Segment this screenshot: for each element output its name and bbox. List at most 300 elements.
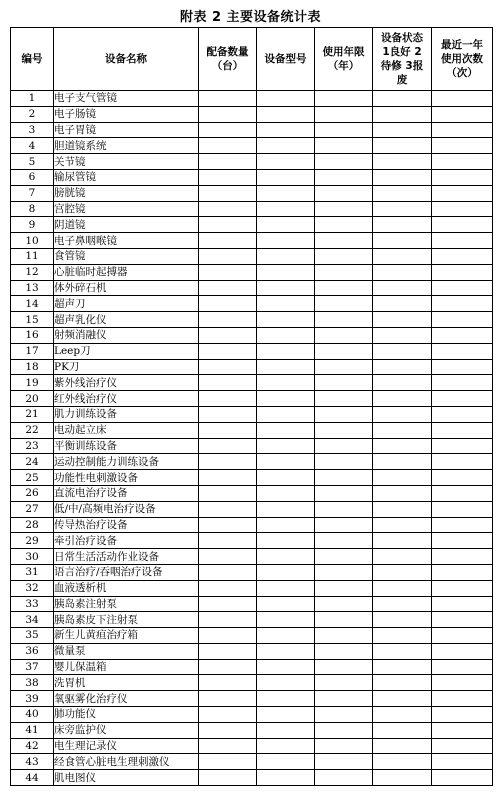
equipment-name: 食管镜 xyxy=(54,248,199,264)
qty-cell[interactable] xyxy=(199,233,257,249)
qty-cell[interactable] xyxy=(199,280,257,296)
status-cell[interactable] xyxy=(373,517,432,533)
equipment-name: 肌力训练设备 xyxy=(54,406,199,422)
model-cell[interactable] xyxy=(257,169,315,185)
usage-cell[interactable] xyxy=(432,169,493,185)
usage-cell[interactable] xyxy=(432,722,493,738)
model-cell[interactable] xyxy=(257,233,315,249)
usage-cell[interactable] xyxy=(432,770,493,786)
status-cell[interactable] xyxy=(373,248,432,264)
years-cell[interactable] xyxy=(315,312,373,328)
equipment-name: 日常生活活动作业设备 xyxy=(54,549,199,565)
qty-cell[interactable] xyxy=(199,485,257,501)
usage-cell[interactable] xyxy=(432,470,493,486)
model-cell[interactable] xyxy=(257,154,315,170)
status-cell[interactable] xyxy=(373,738,432,754)
model-cell[interactable] xyxy=(257,106,315,122)
years-cell[interactable] xyxy=(315,533,373,549)
table-row xyxy=(11,248,493,264)
status-cell[interactable] xyxy=(373,643,432,659)
equipment-name: 直流电治疗设备 xyxy=(54,485,199,501)
model-cell[interactable] xyxy=(257,754,315,770)
model-cell[interactable] xyxy=(257,707,315,723)
qty-cell[interactable] xyxy=(199,422,257,438)
usage-cell[interactable] xyxy=(432,628,493,644)
equipment-name: 射频消融仪 xyxy=(54,327,199,343)
status-cell[interactable] xyxy=(373,438,432,454)
table-row xyxy=(11,122,493,138)
qty-cell[interactable] xyxy=(199,217,257,233)
model-cell[interactable] xyxy=(257,691,315,707)
table-row xyxy=(11,217,493,233)
model-cell[interactable] xyxy=(257,722,315,738)
table-row xyxy=(11,422,493,438)
equipment-name: 婴儿保温箱 xyxy=(54,659,199,675)
model-cell[interactable] xyxy=(257,296,315,312)
qty-cell[interactable] xyxy=(199,564,257,580)
row-number: 44 xyxy=(11,770,54,786)
model-cell[interactable] xyxy=(257,580,315,596)
status-cell[interactable] xyxy=(373,628,432,644)
model-cell[interactable] xyxy=(257,217,315,233)
status-cell[interactable] xyxy=(373,106,432,122)
status-cell[interactable] xyxy=(373,296,432,312)
model-cell[interactable] xyxy=(257,375,315,391)
qty-cell[interactable] xyxy=(199,659,257,675)
row-number: 15 xyxy=(11,312,54,328)
model-cell[interactable] xyxy=(257,659,315,675)
usage-cell[interactable] xyxy=(432,564,493,580)
years-cell[interactable] xyxy=(315,675,373,691)
status-cell[interactable] xyxy=(373,138,432,154)
row-number: 9 xyxy=(11,217,54,233)
table-row xyxy=(11,470,493,486)
status-cell[interactable] xyxy=(373,707,432,723)
table-row xyxy=(11,596,493,612)
usage-cell[interactable] xyxy=(432,201,493,217)
usage-cell[interactable] xyxy=(432,280,493,296)
table-title: 附表 2 主要设备统计表 xyxy=(179,10,322,25)
years-cell[interactable] xyxy=(315,485,373,501)
qty-cell[interactable] xyxy=(199,154,257,170)
row-number: 17 xyxy=(11,343,54,359)
qty-cell[interactable] xyxy=(199,296,257,312)
qty-cell[interactable] xyxy=(199,675,257,691)
equipment-name: 体外碎石机 xyxy=(54,280,199,296)
model-cell[interactable] xyxy=(257,470,315,486)
usage-cell[interactable] xyxy=(432,312,493,328)
qty-cell[interactable] xyxy=(199,501,257,517)
years-cell[interactable] xyxy=(315,91,373,107)
model-cell[interactable] xyxy=(257,738,315,754)
years-cell[interactable] xyxy=(315,612,373,628)
equipment-name: 红外线治疗仪 xyxy=(54,391,199,407)
table-row xyxy=(11,738,493,754)
years-cell[interactable] xyxy=(315,438,373,454)
equipment-name: 肺功能仪 xyxy=(54,707,199,723)
status-cell[interactable] xyxy=(373,154,432,170)
years-cell[interactable] xyxy=(315,422,373,438)
usage-cell[interactable] xyxy=(432,359,493,375)
usage-cell[interactable] xyxy=(432,406,493,422)
status-cell[interactable] xyxy=(373,422,432,438)
status-cell[interactable] xyxy=(373,91,432,107)
usage-cell[interactable] xyxy=(432,375,493,391)
qty-cell[interactable] xyxy=(199,549,257,565)
table-row xyxy=(11,154,493,170)
years-cell[interactable] xyxy=(315,375,373,391)
usage-cell[interactable] xyxy=(432,138,493,154)
qty-cell[interactable] xyxy=(199,643,257,659)
years-cell[interactable] xyxy=(315,707,373,723)
status-cell[interactable] xyxy=(373,359,432,375)
status-cell[interactable] xyxy=(373,406,432,422)
header-usage: 最近一年 使用次数 （次） xyxy=(432,28,493,91)
status-cell[interactable] xyxy=(373,470,432,486)
usage-cell[interactable] xyxy=(432,217,493,233)
row-number: 40 xyxy=(11,707,54,723)
status-cell[interactable] xyxy=(373,722,432,738)
status-cell[interactable] xyxy=(373,264,432,280)
years-cell[interactable] xyxy=(315,738,373,754)
row-number: 19 xyxy=(11,375,54,391)
qty-cell[interactable] xyxy=(199,264,257,280)
status-cell[interactable] xyxy=(373,122,432,138)
model-cell[interactable] xyxy=(257,770,315,786)
years-cell[interactable] xyxy=(315,564,373,580)
usage-cell[interactable] xyxy=(432,612,493,628)
table-row xyxy=(11,564,493,580)
table-row xyxy=(11,580,493,596)
model-cell[interactable] xyxy=(257,596,315,612)
usage-cell[interactable] xyxy=(432,596,493,612)
years-cell[interactable] xyxy=(315,391,373,407)
equipment-name: 膀胱镜 xyxy=(54,185,199,201)
model-cell[interactable] xyxy=(257,122,315,138)
qty-cell[interactable] xyxy=(199,454,257,470)
usage-cell[interactable] xyxy=(432,391,493,407)
status-cell[interactable] xyxy=(373,169,432,185)
years-cell[interactable] xyxy=(315,406,373,422)
years-cell[interactable] xyxy=(315,596,373,612)
row-number: 41 xyxy=(11,722,54,738)
years-cell[interactable] xyxy=(315,138,373,154)
status-cell[interactable] xyxy=(373,185,432,201)
years-cell[interactable] xyxy=(315,359,373,375)
years-cell[interactable] xyxy=(315,691,373,707)
usage-cell[interactable] xyxy=(432,707,493,723)
row-number: 21 xyxy=(11,406,54,422)
qty-cell[interactable] xyxy=(199,359,257,375)
years-cell[interactable] xyxy=(315,122,373,138)
years-cell[interactable] xyxy=(315,327,373,343)
equipment-name: 电子鼻咽喉镜 xyxy=(54,233,199,249)
model-cell[interactable] xyxy=(257,138,315,154)
table-row xyxy=(11,406,493,422)
equipment-name: 胰岛素皮下注射泵 xyxy=(54,612,199,628)
usage-cell[interactable] xyxy=(432,517,493,533)
qty-cell[interactable] xyxy=(199,327,257,343)
row-number: 32 xyxy=(11,580,54,596)
model-cell[interactable] xyxy=(257,248,315,264)
equipment-name: 关节镜 xyxy=(54,154,199,170)
equipment-name: 语言治疗/吞咽治疗设备 xyxy=(54,564,199,580)
status-cell[interactable] xyxy=(373,533,432,549)
table-row xyxy=(11,327,493,343)
qty-cell[interactable] xyxy=(199,438,257,454)
years-cell[interactable] xyxy=(315,201,373,217)
status-cell[interactable] xyxy=(373,343,432,359)
row-number: 26 xyxy=(11,485,54,501)
model-cell[interactable] xyxy=(257,343,315,359)
model-cell[interactable] xyxy=(257,501,315,517)
usage-cell[interactable] xyxy=(432,154,493,170)
qty-cell[interactable] xyxy=(199,470,257,486)
years-cell[interactable] xyxy=(315,169,373,185)
model-cell[interactable] xyxy=(257,280,315,296)
qty-cell[interactable] xyxy=(199,612,257,628)
usage-cell[interactable] xyxy=(432,549,493,565)
usage-cell[interactable] xyxy=(432,264,493,280)
row-number: 30 xyxy=(11,549,54,565)
years-cell[interactable] xyxy=(315,517,373,533)
years-cell[interactable] xyxy=(315,296,373,312)
status-cell[interactable] xyxy=(373,549,432,565)
qty-cell[interactable] xyxy=(199,628,257,644)
table-row xyxy=(11,391,493,407)
usage-cell[interactable] xyxy=(432,485,493,501)
qty-cell[interactable] xyxy=(199,91,257,107)
usage-cell[interactable] xyxy=(432,422,493,438)
status-cell[interactable] xyxy=(373,612,432,628)
qty-cell[interactable] xyxy=(199,169,257,185)
years-cell[interactable] xyxy=(315,185,373,201)
status-cell[interactable] xyxy=(373,485,432,501)
qty-cell[interactable] xyxy=(199,106,257,122)
model-cell[interactable] xyxy=(257,312,315,328)
years-cell[interactable] xyxy=(315,754,373,770)
years-cell[interactable] xyxy=(315,659,373,675)
equipment-name: 宫腔镜 xyxy=(54,201,199,217)
status-cell[interactable] xyxy=(373,201,432,217)
qty-cell[interactable] xyxy=(199,406,257,422)
equipment-name: 输尿管镜 xyxy=(54,169,199,185)
model-cell[interactable] xyxy=(257,185,315,201)
qty-cell[interactable] xyxy=(199,580,257,596)
qty-cell[interactable] xyxy=(199,375,257,391)
equipment-name: 电子肠镜 xyxy=(54,106,199,122)
row-number: 2 xyxy=(11,106,54,122)
status-cell[interactable] xyxy=(373,580,432,596)
row-number: 42 xyxy=(11,738,54,754)
status-cell[interactable] xyxy=(373,564,432,580)
qty-cell[interactable] xyxy=(199,533,257,549)
years-cell[interactable] xyxy=(315,106,373,122)
years-cell[interactable] xyxy=(315,549,373,565)
equipment-name: 低/中/高频电治疗设备 xyxy=(54,501,199,517)
usage-cell[interactable] xyxy=(432,675,493,691)
qty-cell[interactable] xyxy=(199,122,257,138)
table-row xyxy=(11,454,493,470)
usage-cell[interactable] xyxy=(432,533,493,549)
usage-cell[interactable] xyxy=(432,185,493,201)
usage-cell[interactable] xyxy=(432,91,493,107)
qty-cell[interactable] xyxy=(199,517,257,533)
equipment-name: 电生理记录仪 xyxy=(54,738,199,754)
usage-cell[interactable] xyxy=(432,438,493,454)
years-cell[interactable] xyxy=(315,628,373,644)
equipment-name: 牵引治疗设备 xyxy=(54,533,199,549)
usage-cell[interactable] xyxy=(432,106,493,122)
status-cell[interactable] xyxy=(373,233,432,249)
model-cell[interactable] xyxy=(257,643,315,659)
status-cell[interactable] xyxy=(373,596,432,612)
status-cell[interactable] xyxy=(373,312,432,328)
qty-cell[interactable] xyxy=(199,691,257,707)
years-cell[interactable] xyxy=(315,217,373,233)
row-number: 29 xyxy=(11,533,54,549)
status-cell[interactable] xyxy=(373,327,432,343)
row-number: 10 xyxy=(11,233,54,249)
model-cell[interactable] xyxy=(257,517,315,533)
usage-cell[interactable] xyxy=(432,343,493,359)
model-cell[interactable] xyxy=(257,675,315,691)
equipment-name: 超声刀 xyxy=(54,296,199,312)
usage-cell[interactable] xyxy=(432,454,493,470)
table-row xyxy=(11,643,493,659)
equipment-name: 阴道镜 xyxy=(54,217,199,233)
status-cell[interactable] xyxy=(373,501,432,517)
model-cell[interactable] xyxy=(257,422,315,438)
model-cell[interactable] xyxy=(257,454,315,470)
equipment-name: 心脏临时起搏器 xyxy=(54,264,199,280)
qty-cell[interactable] xyxy=(199,201,257,217)
table-row xyxy=(11,707,493,723)
usage-cell[interactable] xyxy=(432,643,493,659)
status-cell[interactable] xyxy=(373,754,432,770)
status-cell[interactable] xyxy=(373,691,432,707)
qty-cell[interactable] xyxy=(199,185,257,201)
model-cell[interactable] xyxy=(257,628,315,644)
years-cell[interactable] xyxy=(315,722,373,738)
years-cell[interactable] xyxy=(315,154,373,170)
row-number: 27 xyxy=(11,501,54,517)
equipment-name: 微量泵 xyxy=(54,643,199,659)
equipment-name: 洗胃机 xyxy=(54,675,199,691)
years-cell[interactable] xyxy=(315,248,373,264)
table-row xyxy=(11,517,493,533)
qty-cell[interactable] xyxy=(199,391,257,407)
row-number: 25 xyxy=(11,470,54,486)
status-cell[interactable] xyxy=(373,675,432,691)
table-row xyxy=(11,280,493,296)
row-number: 13 xyxy=(11,280,54,296)
years-cell[interactable] xyxy=(315,233,373,249)
model-cell[interactable] xyxy=(257,359,315,375)
status-cell[interactable] xyxy=(373,454,432,470)
model-cell[interactable] xyxy=(257,91,315,107)
years-cell[interactable] xyxy=(315,470,373,486)
status-cell[interactable] xyxy=(373,217,432,233)
status-cell[interactable] xyxy=(373,659,432,675)
table-row xyxy=(11,659,493,675)
qty-cell[interactable] xyxy=(199,738,257,754)
usage-cell[interactable] xyxy=(432,122,493,138)
model-cell[interactable] xyxy=(257,533,315,549)
equipment-name: 经食管心脏电生理刺激仪 xyxy=(54,754,199,770)
usage-cell[interactable] xyxy=(432,691,493,707)
model-cell[interactable] xyxy=(257,612,315,628)
years-cell[interactable] xyxy=(315,643,373,659)
model-cell[interactable] xyxy=(257,264,315,280)
table-row xyxy=(11,138,493,154)
usage-cell[interactable] xyxy=(432,754,493,770)
table-body xyxy=(11,91,493,786)
model-cell[interactable] xyxy=(257,549,315,565)
table-row xyxy=(11,201,493,217)
table-row xyxy=(11,91,493,107)
qty-cell[interactable] xyxy=(199,248,257,264)
row-number: 39 xyxy=(11,691,54,707)
row-number: 8 xyxy=(11,201,54,217)
status-cell[interactable] xyxy=(373,770,432,786)
status-cell[interactable] xyxy=(373,280,432,296)
header-num: 编号 xyxy=(11,28,54,91)
status-cell[interactable] xyxy=(373,375,432,391)
row-number: 1 xyxy=(11,91,54,107)
qty-cell[interactable] xyxy=(199,596,257,612)
model-cell[interactable] xyxy=(257,327,315,343)
usage-cell[interactable] xyxy=(432,233,493,249)
status-cell[interactable] xyxy=(373,391,432,407)
model-cell[interactable] xyxy=(257,201,315,217)
equipment-name: 传导热治疗设备 xyxy=(54,517,199,533)
usage-cell[interactable] xyxy=(432,738,493,754)
row-number: 16 xyxy=(11,327,54,343)
row-number: 43 xyxy=(11,754,54,770)
usage-cell[interactable] xyxy=(432,248,493,264)
equipment-name: 功能性电刺激设备 xyxy=(54,470,199,486)
years-cell[interactable] xyxy=(315,770,373,786)
years-cell[interactable] xyxy=(315,280,373,296)
qty-cell[interactable] xyxy=(199,754,257,770)
usage-cell[interactable] xyxy=(432,501,493,517)
years-cell[interactable] xyxy=(315,264,373,280)
model-cell[interactable] xyxy=(257,406,315,422)
years-cell[interactable] xyxy=(315,343,373,359)
usage-cell[interactable] xyxy=(432,296,493,312)
qty-cell[interactable] xyxy=(199,312,257,328)
years-cell[interactable] xyxy=(315,580,373,596)
table-row xyxy=(11,754,493,770)
years-cell[interactable] xyxy=(315,454,373,470)
qty-cell[interactable] xyxy=(199,138,257,154)
usage-cell[interactable] xyxy=(432,327,493,343)
usage-cell[interactable] xyxy=(432,659,493,675)
table-row xyxy=(11,533,493,549)
qty-cell[interactable] xyxy=(199,722,257,738)
model-cell[interactable] xyxy=(257,564,315,580)
equipment-name: 紫外线治疗仪 xyxy=(54,375,199,391)
qty-cell[interactable] xyxy=(199,343,257,359)
model-cell[interactable] xyxy=(257,485,315,501)
qty-cell[interactable] xyxy=(199,770,257,786)
model-cell[interactable] xyxy=(257,391,315,407)
usage-cell[interactable] xyxy=(432,580,493,596)
qty-cell[interactable] xyxy=(199,707,257,723)
years-cell[interactable] xyxy=(315,501,373,517)
model-cell[interactable] xyxy=(257,438,315,454)
